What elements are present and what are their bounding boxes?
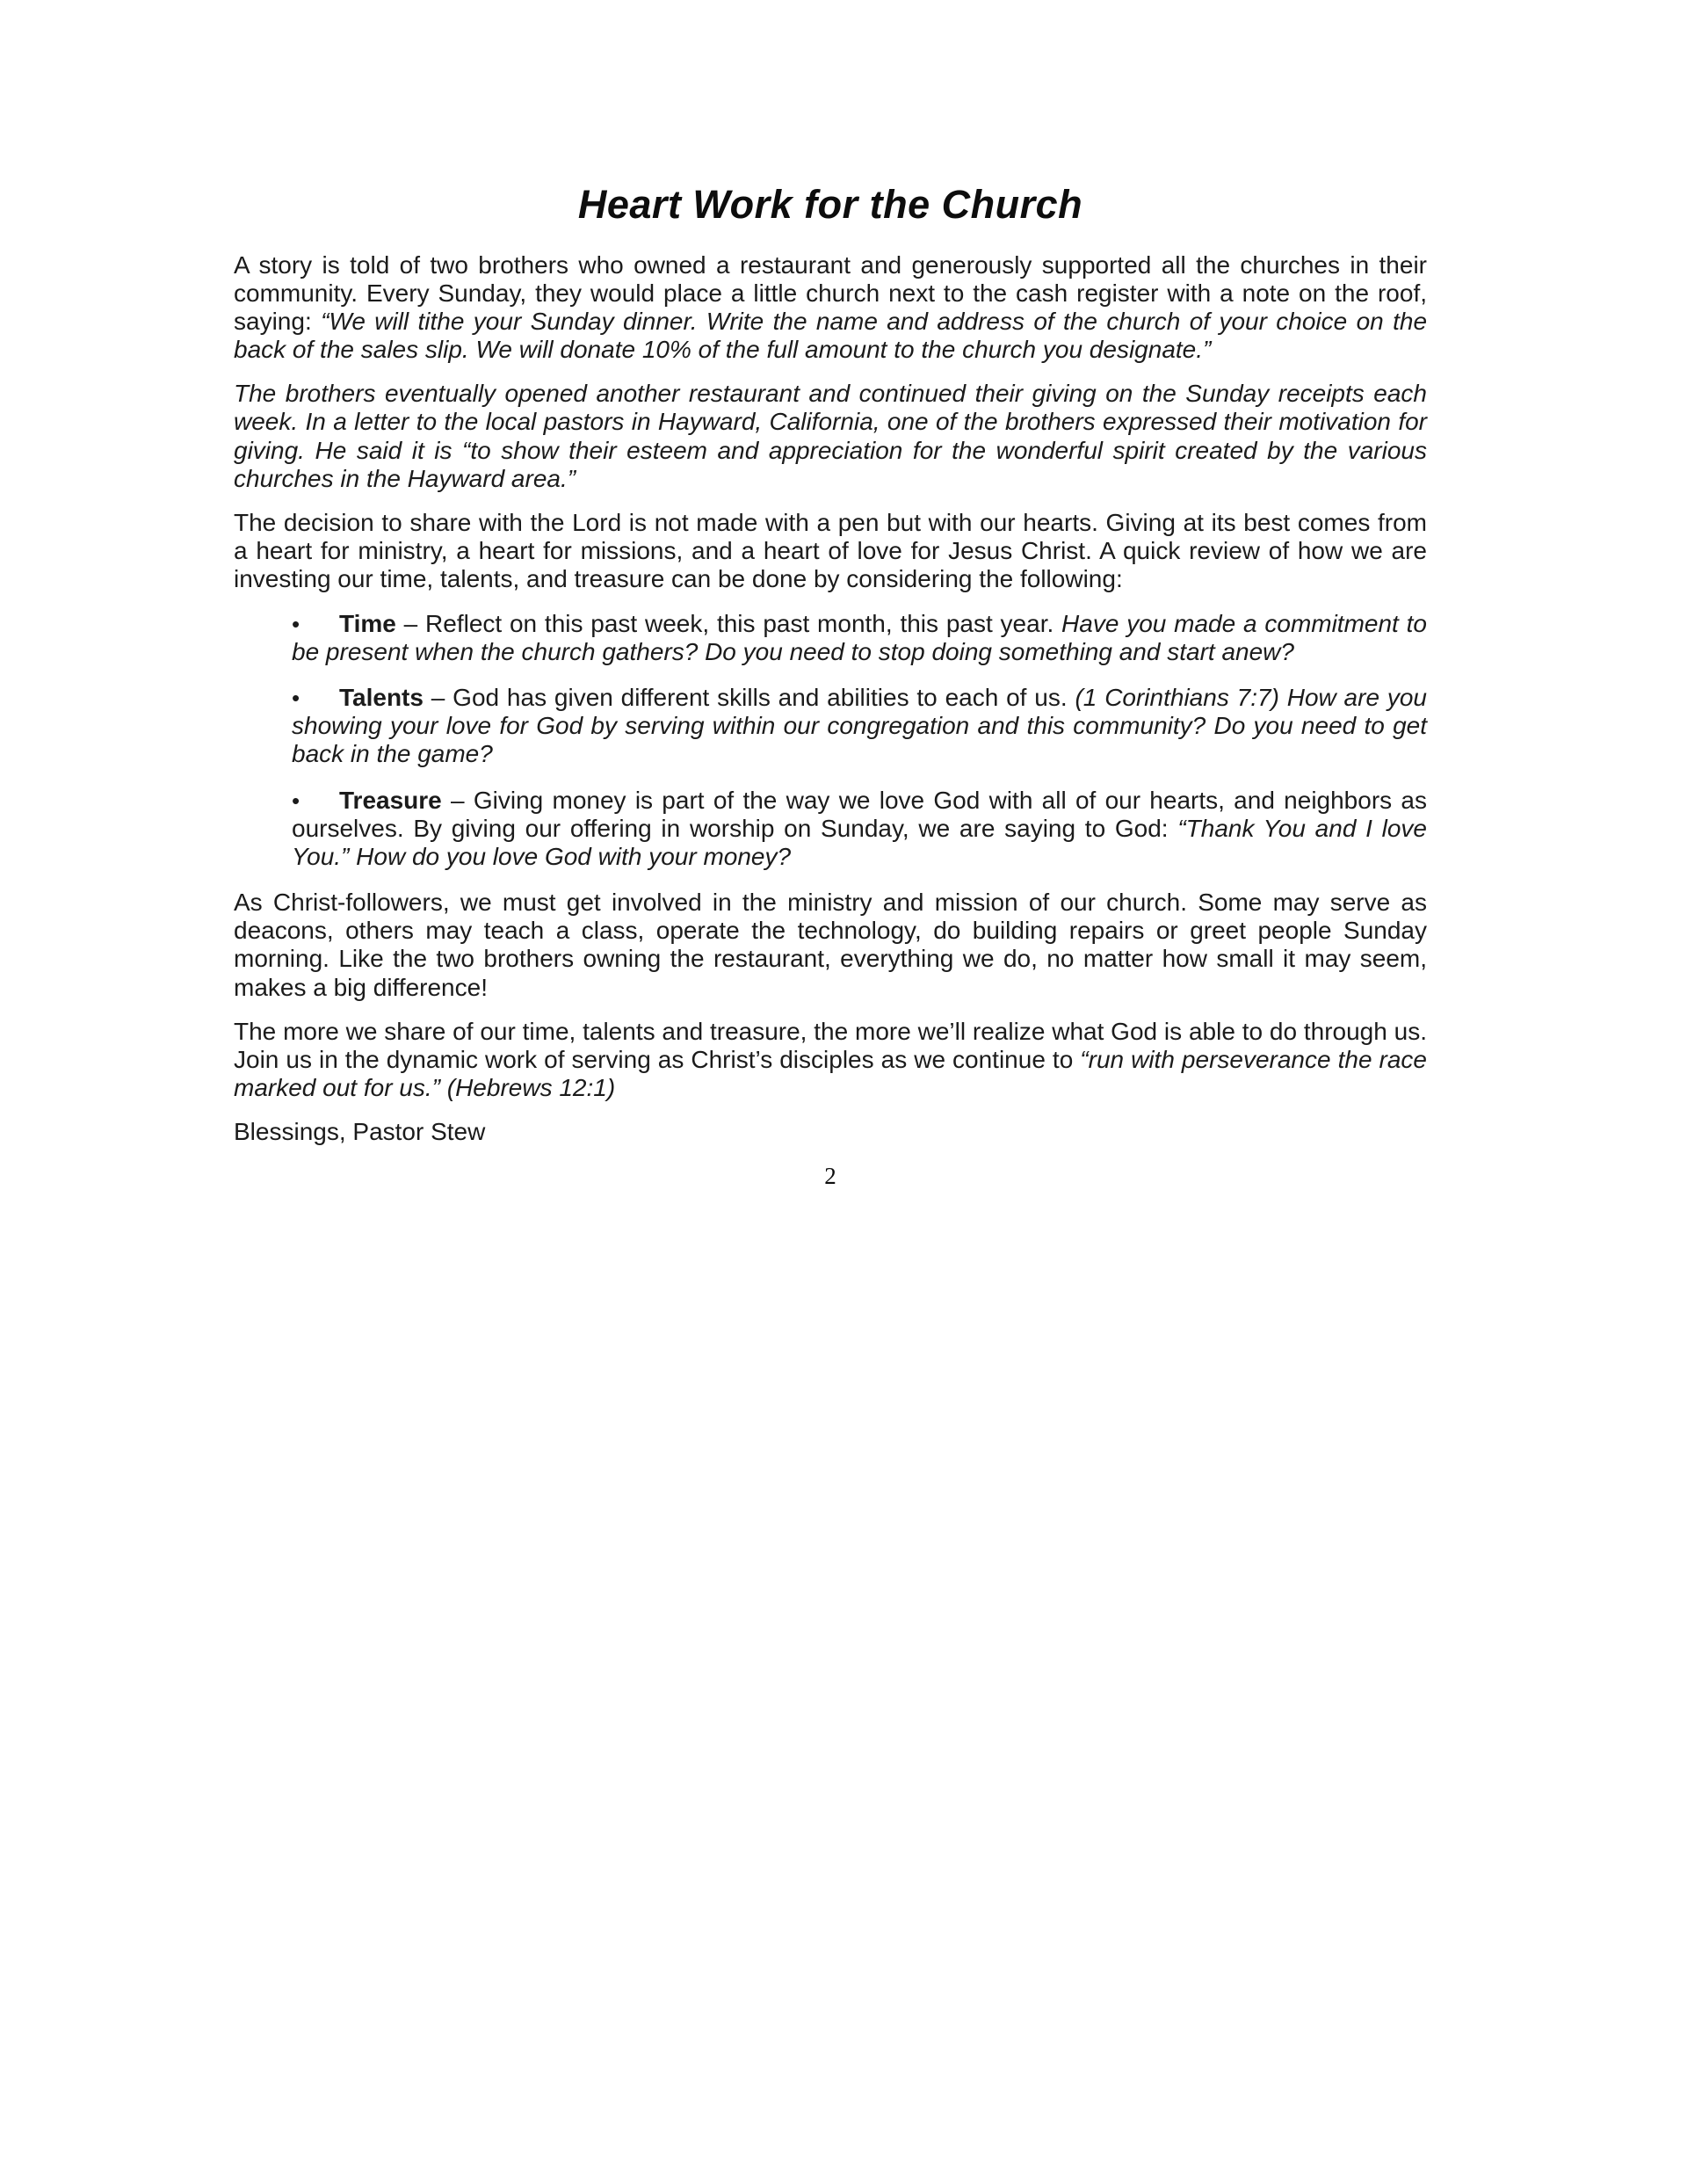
closing-signature: Blessings, Pastor Stew — [234, 1118, 486, 1146]
bullet-item-talents — [292, 684, 1427, 769]
paragraph-story — [234, 251, 1427, 365]
page-number: 2 — [824, 1162, 836, 1189]
paragraph-share-more-verse: “run with perseverance the race marked out for us.” (Hebrews 12:1) — [234, 1046, 1428, 1102]
paragraph-story-quote: “We will tithe your Sunday dinner. Write the name and address of the church of your choice on the back of the sales slip. We will donate 10% of the full amount to the church you designate.” — [234, 307, 1428, 364]
bullet-treasure-text: – Giving money is part of the way we love God with all of our hearts, and neighbors as ourselves. By giving our offering in worship on Sunday, we are saying to God: — [292, 786, 1427, 842]
bullet-treasure-question: “Thank You and I love You.” How do you love God with your money? — [292, 814, 1427, 870]
bullet-talents-term: Talents — [339, 683, 424, 711]
document-title: Heart Work for the Church — [577, 182, 1083, 227]
bullet-icon: • — [292, 787, 300, 814]
paragraph-involvement: As Christ-followers, we must get involved in the ministry and mission of our church. Some may serve as deacons, others may teach a class, operate the technology, do building repairs or greet people Sunday morning. Like the two brothers owning the restaurant, everything we do, no matter how small it may seem, makes a big difference! — [234, 889, 1427, 1001]
bullet-time-question: Have you made a commitment to be present when the church gathers? Do you need to stop doing something and start anew? — [292, 609, 1427, 665]
bullet-time-term: Time — [339, 609, 396, 637]
paragraph-brothers-letter: The brothers eventually opened another restaurant and continued their giving on the Sunday receipts each week. In a letter to the local pastors in Hayward, California, one of the brothers expressed their motivation for giving. He said it is “to show their esteem and appreciation for the wonderful spirit created by the various churches in the Hayward area.” — [234, 380, 1427, 492]
paragraph-decision: The decision to share with the Lord is not made with a pen but with our hearts. Giving at its best comes from a heart for ministry, a heart for missions, and a heart of love for Jesus Christ. A quick review of how we are investing our time, talents, and treasure can be done by considering the following: — [234, 509, 1427, 593]
bullet-time-text: – Reflect on this past week, this past month, this past year. — [395, 609, 1062, 637]
bullet-talents-question: (1 Corinthians 7:7) How are you showing your love for God by serving within our congregation and this community? Do you need to get back in the game? — [292, 683, 1427, 768]
bullet-talents-text: – God has given different skills and abilities to each of us. — [423, 683, 1075, 711]
paragraph-share-more-lead: The more we share of our time, talents and treasure, the more we’ll realize what God is able to do through us. Join us in the dynamic work of serving as Christ’s disciples as we continue to — [234, 1017, 1427, 1073]
paragraph-story-lead: A story is told of two brothers who owned a restaurant and generously supported all the churches in their community. Every Sunday, they would place a little church next to the cash register with a note on the roof, saying: — [234, 250, 1427, 335]
bullet-item-time — [292, 610, 1427, 666]
paragraph-share-more — [234, 1018, 1427, 1103]
bullet-icon: • — [292, 684, 300, 711]
bullet-treasure-term: Treasure — [339, 786, 442, 814]
bullet-item-treasure — [292, 787, 1427, 872]
bullet-icon: • — [292, 610, 300, 637]
